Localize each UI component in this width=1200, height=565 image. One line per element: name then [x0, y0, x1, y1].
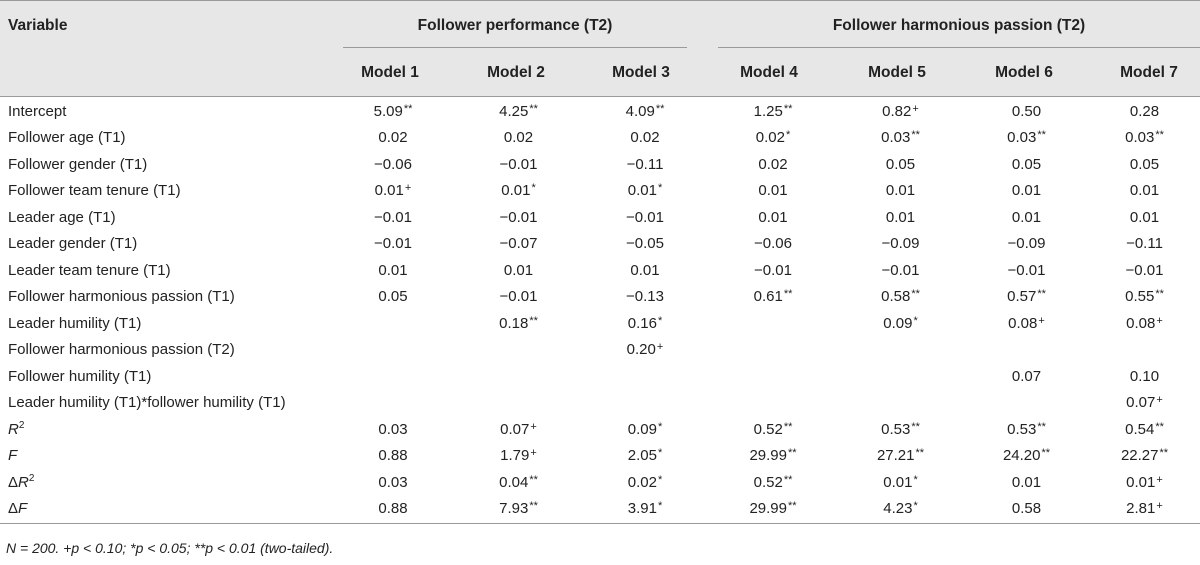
- cell-model-1: [330, 443, 456, 470]
- cell-model-5: [837, 337, 964, 364]
- cell-value: 0.09: [883, 314, 913, 332]
- cell-value: 0.16: [627, 314, 657, 332]
- cell-value: 0.50: [1011, 102, 1042, 120]
- cell-model-5: [837, 257, 964, 284]
- cell-value: 29.99: [749, 500, 787, 518]
- cell-model-6: [964, 284, 1089, 311]
- table-row: [0, 469, 1200, 496]
- cell-model-7: [1089, 310, 1200, 337]
- cell-model-1: [330, 151, 456, 178]
- cell-model-6: [964, 469, 1089, 496]
- significance-marker: +: [1156, 394, 1163, 407]
- header-model-6: Model 6: [995, 64, 1053, 81]
- significance-marker: **: [655, 102, 665, 115]
- cell-model-4: [709, 257, 837, 284]
- cell-value: 7.93: [499, 500, 529, 518]
- cell-model-2: [456, 390, 581, 417]
- row-label: Leader humility (T1)*follower humility (T1): [8, 394, 286, 412]
- cell-value: 0.02: [378, 129, 408, 147]
- cell-model-7: [1089, 390, 1200, 417]
- table-body: [0, 98, 1200, 522]
- table-row: [0, 390, 1200, 417]
- cell-model-7: [1089, 231, 1200, 258]
- cell-model-6: [964, 390, 1089, 417]
- cell-model-3: [581, 443, 709, 470]
- cell-model-1: [330, 337, 456, 364]
- cell-model-3: [581, 151, 709, 178]
- significance-marker: **: [1155, 420, 1164, 433]
- row-label: Leader age (T1): [8, 208, 116, 226]
- cell-model-5: [837, 310, 964, 337]
- cell-value: 0.58: [881, 288, 911, 306]
- cell-value: 0.58: [1011, 500, 1042, 518]
- cell-model-5: [837, 204, 964, 231]
- table-row: [0, 204, 1200, 231]
- table-row: [0, 284, 1200, 311]
- header-model-4: Model 4: [740, 64, 798, 81]
- cell-value: 0.01: [883, 473, 913, 491]
- cell-value: 1.79: [500, 447, 530, 465]
- cell-model-7: [1089, 151, 1200, 178]
- table-row: [0, 125, 1200, 152]
- cell-value: −0.09: [1007, 235, 1046, 253]
- table-row: [0, 443, 1200, 470]
- cell-value: 0.53: [1007, 420, 1037, 438]
- cell-model-3: [581, 178, 709, 205]
- cell-model-1: [330, 178, 456, 205]
- cell-model-4: [709, 178, 837, 205]
- cell-value: 4.23: [883, 500, 913, 518]
- significance-marker: *: [785, 129, 791, 142]
- cell-model-1: [330, 231, 456, 258]
- cell-value: 0.61: [753, 288, 783, 306]
- cell-value: 22.27: [1120, 447, 1159, 465]
- cell-value: −0.11: [1126, 235, 1163, 253]
- cell-model-3: [581, 363, 709, 390]
- cell-model-3: [581, 125, 709, 152]
- significance-marker: *: [657, 447, 663, 460]
- cell-model-2: [456, 443, 581, 470]
- cell-value: 0.28: [1129, 102, 1160, 120]
- cell-model-4: [709, 363, 837, 390]
- cell-model-5: [837, 178, 964, 205]
- cell-model-2: [456, 496, 581, 523]
- significance-marker: **: [1155, 129, 1164, 142]
- significance-marker: **: [911, 288, 920, 301]
- significance-marker: +: [530, 420, 537, 433]
- row-label: $R^2$: [8, 420, 25, 439]
- cell-value: 0.01: [758, 208, 788, 226]
- cell-value: 0.01: [885, 182, 916, 200]
- significance-marker: *: [657, 182, 663, 195]
- top-rule: [0, 0, 1200, 1]
- cell-model-3: [581, 416, 709, 443]
- cell-model-1: [330, 257, 456, 284]
- significance-marker: **: [783, 420, 793, 433]
- cell-model-7: [1089, 469, 1200, 496]
- cell-value: 0.01: [627, 182, 657, 200]
- cell-model-4: [709, 151, 837, 178]
- cell-model-1: [330, 363, 456, 390]
- cell-value: 24.20: [1002, 447, 1041, 465]
- cell-value: 0.03: [378, 473, 408, 491]
- significance-marker: **: [787, 500, 797, 513]
- significance-marker: **: [529, 500, 538, 513]
- significance-marker: *: [913, 500, 918, 513]
- cell-model-2: [456, 204, 581, 231]
- significance-marker: +: [912, 102, 919, 115]
- cell-model-3: [581, 204, 709, 231]
- table-row: [0, 363, 1200, 390]
- cell-value: 0.05: [885, 155, 916, 173]
- header-model-3: Model 3: [612, 64, 670, 81]
- cell-value: −0.01: [1125, 261, 1164, 279]
- cell-model-4: [709, 98, 837, 125]
- significance-marker: **: [1037, 288, 1046, 301]
- header-variable: Variable: [8, 17, 68, 34]
- header-follower-performance: Follower performance (T2): [417, 17, 613, 34]
- cell-value: 0.02: [503, 129, 534, 147]
- cell-value: −0.13: [626, 288, 664, 306]
- cell-model-4: [709, 416, 837, 443]
- cell-model-7: [1089, 337, 1200, 364]
- cell-model-1: [330, 284, 456, 311]
- significance-marker: +: [530, 447, 537, 460]
- cell-value: 0.52: [753, 420, 783, 438]
- cell-value: 3.91: [627, 500, 657, 518]
- cell-model-5: [837, 416, 964, 443]
- header-model-5: Model 5: [868, 64, 926, 81]
- significance-marker: *: [657, 473, 663, 486]
- cell-model-3: [581, 390, 709, 417]
- significance-marker: **: [529, 473, 538, 486]
- cell-value: 0.52: [753, 473, 783, 491]
- cell-model-2: [456, 363, 581, 390]
- cell-model-4: [709, 284, 837, 311]
- significance-marker: **: [783, 288, 793, 301]
- significance-marker: **: [783, 473, 793, 486]
- significance-marker: *: [657, 314, 663, 327]
- cell-model-2: [456, 257, 581, 284]
- cell-model-6: [964, 178, 1089, 205]
- cell-model-3: [581, 496, 709, 523]
- cell-value: 0.02: [630, 129, 660, 147]
- row-label: Follower team tenure (T1): [8, 182, 181, 200]
- cell-model-7: [1089, 204, 1200, 231]
- table-footnote: N = 200. +p < 0.10; *p < 0.05; **p < 0.01 (two-tailed).: [6, 540, 334, 556]
- cell-value: 0.01: [374, 182, 404, 200]
- significance-marker: **: [915, 447, 925, 460]
- cell-value: 0.55: [1125, 288, 1155, 306]
- cell-model-4: [709, 390, 837, 417]
- cell-value: 0.05: [1011, 155, 1042, 173]
- cell-model-5: [837, 443, 964, 470]
- significance-marker: **: [783, 102, 793, 115]
- significance-marker: +: [1038, 314, 1045, 327]
- cell-model-2: [456, 310, 581, 337]
- cell-model-2: [456, 98, 581, 125]
- cell-value: 5.09: [373, 102, 403, 120]
- cell-value: 0.05: [378, 288, 408, 306]
- cell-value: 0.03: [881, 129, 911, 147]
- cell-model-7: [1089, 178, 1200, 205]
- cell-value: 0.18: [499, 314, 529, 332]
- table-row: [0, 151, 1200, 178]
- significance-marker: *: [657, 500, 663, 513]
- cell-model-1: [330, 469, 456, 496]
- cell-model-5: [837, 469, 964, 496]
- row-label: Leader gender (T1): [8, 235, 138, 253]
- cell-value: −0.01: [626, 208, 664, 226]
- header-follower-harmonious-passion: Follower harmonious passion (T2): [832, 17, 1086, 34]
- cell-model-5: [837, 98, 964, 125]
- cell-value: 1.25: [753, 102, 783, 120]
- cell-model-4: [709, 496, 837, 523]
- cell-value: 0.01: [1129, 182, 1160, 200]
- cell-model-2: [456, 178, 581, 205]
- cell-model-6: [964, 231, 1089, 258]
- significance-marker: *: [913, 314, 918, 327]
- significance-marker: *: [657, 420, 663, 433]
- cell-value: −0.01: [374, 208, 412, 226]
- cell-value: 27.21: [876, 447, 915, 465]
- cell-value: 0.01: [1129, 208, 1160, 226]
- cell-value: −0.01: [499, 155, 538, 173]
- table-row: [0, 337, 1200, 364]
- cell-value: −0.06: [374, 155, 412, 173]
- cell-model-7: [1089, 125, 1200, 152]
- significance-marker: **: [1155, 288, 1164, 301]
- cell-model-2: [456, 151, 581, 178]
- significance-marker: **: [1037, 129, 1046, 142]
- cell-value: 0.82: [882, 102, 912, 120]
- header-bottom-rule: [0, 96, 1200, 97]
- table-row: [0, 257, 1200, 284]
- row-label: Follower gender (T1): [8, 155, 148, 173]
- cell-model-5: [837, 151, 964, 178]
- header-model-1: Model 1: [361, 64, 419, 81]
- cell-value: 4.09: [625, 102, 655, 120]
- significance-marker: **: [911, 420, 920, 433]
- cell-value: 0.01: [501, 182, 531, 200]
- cell-value: 0.53: [881, 420, 911, 438]
- cell-model-5: [837, 284, 964, 311]
- cell-value: 0.02: [755, 129, 785, 147]
- cell-value: −0.01: [881, 261, 920, 279]
- row-label: Follower age (T1): [8, 129, 126, 147]
- cell-model-4: [709, 231, 837, 258]
- table-row: [0, 310, 1200, 337]
- cell-value: 0.01: [1011, 182, 1042, 200]
- cell-value: −0.01: [499, 208, 538, 226]
- cell-model-3: [581, 469, 709, 496]
- row-label: Follower harmonious passion (T1): [8, 288, 235, 306]
- cell-model-6: [964, 204, 1089, 231]
- cell-value: 0.04: [499, 473, 529, 491]
- row-label: Follower harmonious passion (T2): [8, 341, 235, 359]
- row-label: Intercept: [8, 102, 67, 120]
- cell-model-2: [456, 469, 581, 496]
- group-rule-passion: [718, 47, 1200, 48]
- cell-model-1: [330, 125, 456, 152]
- cell-model-6: [964, 125, 1089, 152]
- cell-value: 0.07: [1126, 394, 1156, 412]
- cell-model-2: [456, 284, 581, 311]
- cell-model-4: [709, 204, 837, 231]
- cell-value: 0.01: [758, 182, 788, 200]
- cell-value: −0.01: [374, 235, 412, 253]
- cell-model-7: [1089, 284, 1200, 311]
- row-label: ΔF: [8, 500, 28, 518]
- significance-marker: *: [531, 182, 536, 195]
- significance-marker: +: [1156, 500, 1163, 513]
- cell-value: −0.09: [881, 235, 920, 253]
- cell-model-6: [964, 337, 1089, 364]
- cell-value: 2.05: [627, 447, 657, 465]
- significance-marker: +: [656, 341, 664, 354]
- cell-model-4: [709, 469, 837, 496]
- cell-model-3: [581, 310, 709, 337]
- cell-model-7: [1089, 416, 1200, 443]
- cell-model-3: [581, 257, 709, 284]
- cell-model-1: [330, 496, 456, 523]
- row-label: Follower humility (T1): [8, 367, 152, 385]
- cell-value: 0.54: [1125, 420, 1155, 438]
- cell-model-7: [1089, 257, 1200, 284]
- cell-model-7: [1089, 98, 1200, 125]
- cell-model-4: [709, 337, 837, 364]
- cell-model-5: [837, 363, 964, 390]
- table-row: [0, 231, 1200, 258]
- row-label: Leader humility (T1): [8, 314, 142, 332]
- cell-value: −0.11: [626, 155, 664, 173]
- cell-value: 0.01: [378, 261, 408, 279]
- cell-model-7: [1089, 363, 1200, 390]
- cell-value: 4.25: [499, 102, 529, 120]
- cell-value: 0.57: [1007, 288, 1037, 306]
- cell-model-2: [456, 125, 581, 152]
- significance-marker: +: [404, 182, 412, 195]
- body-bottom-rule: [0, 523, 1200, 524]
- significance-marker: **: [1037, 420, 1046, 433]
- table-row: [0, 416, 1200, 443]
- cell-value: 0.03: [1125, 129, 1155, 147]
- significance-marker: +: [1156, 473, 1163, 486]
- cell-value: 0.01: [503, 261, 534, 279]
- cell-model-2: [456, 416, 581, 443]
- cell-model-5: [837, 390, 964, 417]
- cell-value: 0.09: [627, 420, 657, 438]
- cell-value: −0.06: [754, 235, 792, 253]
- cell-value: 0.07: [500, 420, 530, 438]
- cell-value: −0.01: [499, 288, 538, 306]
- cell-value: 0.03: [1007, 129, 1037, 147]
- cell-model-7: [1089, 443, 1200, 470]
- cell-value: 2.81: [1126, 500, 1156, 518]
- cell-model-5: [837, 125, 964, 152]
- header-model-2: Model 2: [487, 64, 545, 81]
- cell-value: 0.08: [1008, 314, 1038, 332]
- cell-value: 0.01: [1011, 208, 1042, 226]
- cell-value: 0.01: [885, 208, 916, 226]
- row-label: Leader team tenure (T1): [8, 261, 171, 279]
- cell-model-3: [581, 231, 709, 258]
- significance-marker: **: [911, 129, 920, 142]
- cell-model-2: [456, 337, 581, 364]
- cell-value: 0.01: [1011, 473, 1042, 491]
- significance-marker: **: [787, 447, 797, 460]
- group-rule-performance: [343, 47, 687, 48]
- cell-value: 0.01: [630, 261, 660, 279]
- cell-model-1: [330, 310, 456, 337]
- cell-value: −0.07: [499, 235, 538, 253]
- cell-value: 0.01: [1126, 473, 1156, 491]
- cell-model-6: [964, 151, 1089, 178]
- cell-model-3: [581, 98, 709, 125]
- header-model-7: Model 7: [1120, 64, 1178, 81]
- cell-model-6: [964, 496, 1089, 523]
- cell-value: 0.88: [378, 500, 408, 518]
- cell-model-6: [964, 416, 1089, 443]
- cell-model-7: [1089, 496, 1200, 523]
- cell-model-3: [581, 284, 709, 311]
- table-row: [0, 496, 1200, 523]
- cell-model-3: [581, 337, 709, 364]
- significance-marker: **: [403, 102, 413, 115]
- cell-model-1: [330, 204, 456, 231]
- significance-marker: **: [1159, 447, 1169, 460]
- cell-value: 0.88: [378, 447, 408, 465]
- cell-model-1: [330, 98, 456, 125]
- cell-value: 0.05: [1129, 155, 1160, 173]
- table-row: [0, 98, 1200, 125]
- cell-model-1: [330, 416, 456, 443]
- cell-value: 0.20: [626, 341, 656, 359]
- cell-model-6: [964, 443, 1089, 470]
- cell-value: 0.07: [1011, 367, 1042, 385]
- cell-value: 0.03: [378, 420, 408, 438]
- cell-value: 0.02: [627, 473, 657, 491]
- significance-marker: +: [1156, 314, 1163, 327]
- cell-model-4: [709, 125, 837, 152]
- cell-model-6: [964, 98, 1089, 125]
- cell-value: −0.01: [1007, 261, 1046, 279]
- row-label: $\Delta R^2$: [8, 473, 35, 492]
- cell-value: 0.02: [758, 155, 788, 173]
- cell-model-5: [837, 496, 964, 523]
- table-row: [0, 178, 1200, 205]
- significance-marker: **: [529, 102, 538, 115]
- cell-model-4: [709, 310, 837, 337]
- cell-model-5: [837, 231, 964, 258]
- significance-marker: *: [913, 473, 918, 486]
- cell-value: 29.99: [749, 447, 787, 465]
- cell-model-6: [964, 310, 1089, 337]
- cell-model-4: [709, 443, 837, 470]
- row-label: F: [8, 447, 18, 465]
- significance-marker: **: [529, 314, 538, 327]
- cell-model-6: [964, 363, 1089, 390]
- cell-value: −0.05: [626, 235, 664, 253]
- cell-model-2: [456, 231, 581, 258]
- significance-marker: **: [1041, 447, 1051, 460]
- cell-model-1: [330, 390, 456, 417]
- cell-model-6: [964, 257, 1089, 284]
- cell-value: −0.01: [754, 261, 792, 279]
- cell-value: 0.08: [1126, 314, 1156, 332]
- cell-value: 0.10: [1129, 367, 1160, 385]
